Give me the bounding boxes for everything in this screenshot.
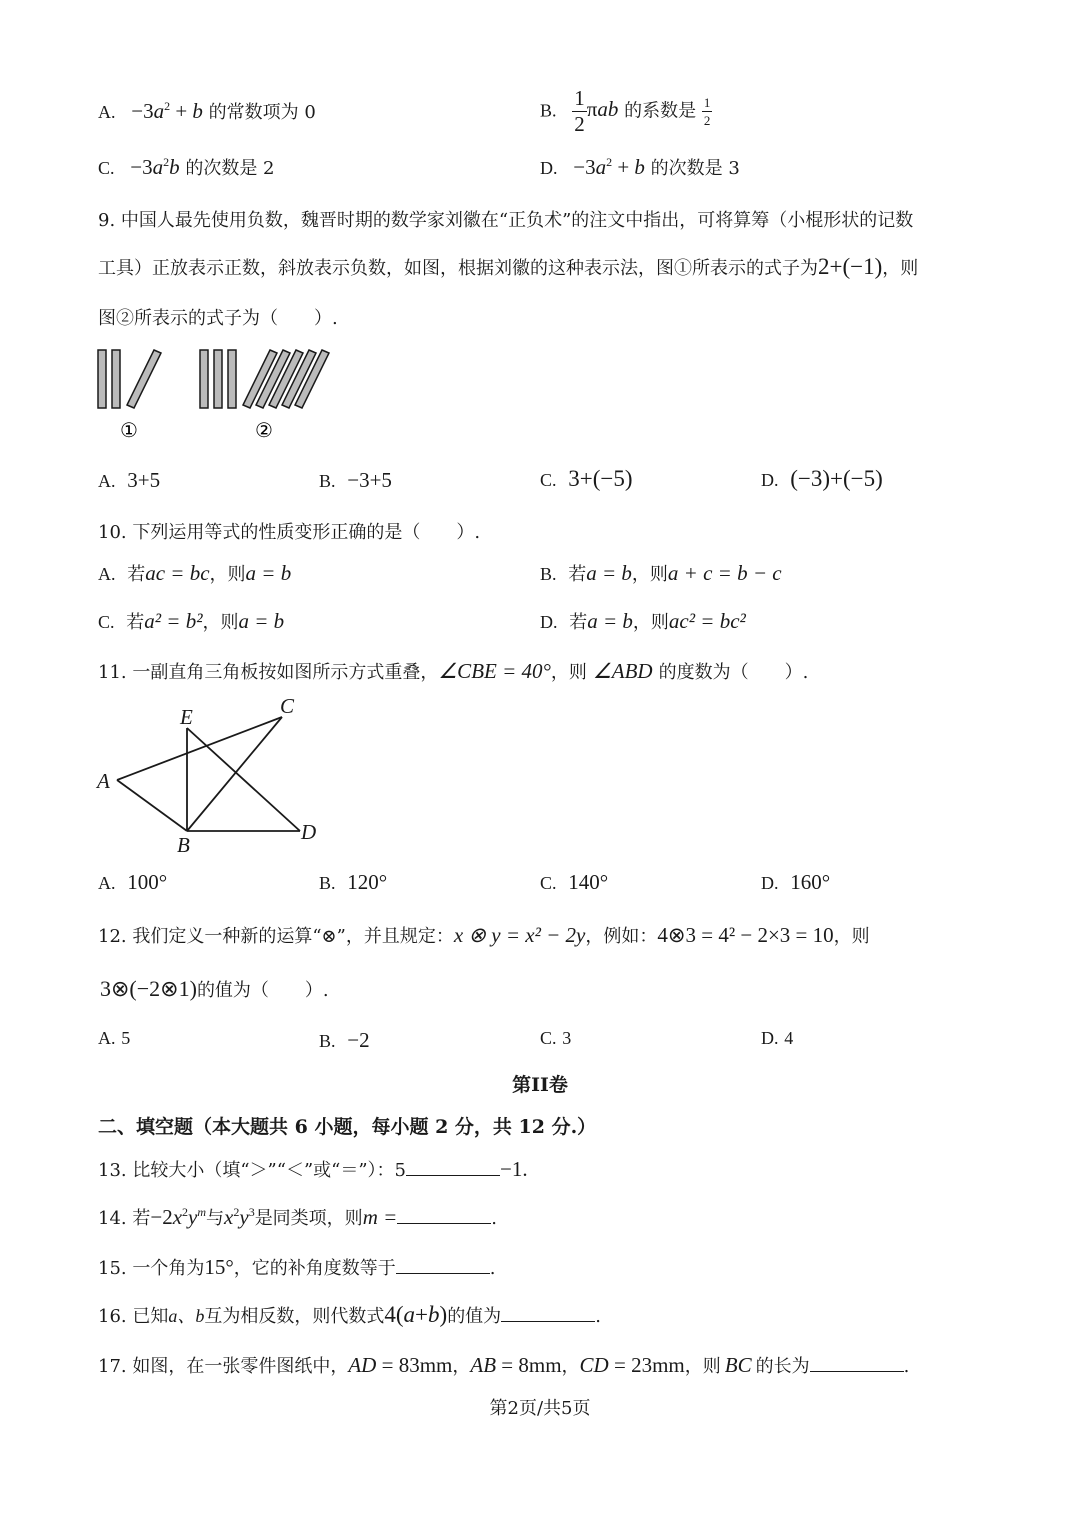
option-value: 3 [562, 1028, 572, 1048]
option-text: 若 [569, 612, 588, 633]
option-text: 的次数是 3 [650, 158, 740, 179]
math-expr: ∠ABD [592, 659, 653, 683]
math-expr: $-3a^2 + b$ [131, 99, 203, 123]
section-title: 第II卷 [512, 1074, 568, 1096]
line-ED [187, 728, 300, 831]
math-expr: $\frac{1}{2}$ πab [574, 86, 619, 136]
q15-text: 15. 一个角为 [98, 1258, 205, 1279]
figure-1-label: ① [120, 418, 138, 442]
option-value: (−3)+(−5) [790, 466, 883, 491]
q11-stem [98, 658, 808, 684]
q9-option-a [98, 468, 160, 493]
option-label: C. [540, 1028, 557, 1048]
math-expr: a = b [245, 561, 292, 585]
option-label: D. [540, 158, 558, 178]
math-expr: a = b [587, 609, 633, 633]
math-fraction: $\frac{1}{2}$ [703, 94, 711, 128]
q11-option-c [540, 870, 608, 895]
q10-option-c [98, 608, 284, 634]
q17-text: ，则 [684, 1356, 721, 1377]
option-label: A. [98, 873, 116, 893]
q9-line2-text: 工具）正放表示正数，斜放表示负数，如图，根据刘徽的这种表示法，图①所表示的式子为 [98, 258, 818, 279]
q16-text: 互为相反数，则代数式 [204, 1306, 385, 1327]
math-expr: a + c = b − c [667, 561, 782, 585]
q11-option-d [761, 870, 830, 895]
math-expr: 2+(−1) [818, 254, 883, 279]
q9-option-b [319, 468, 392, 493]
math-expr: $-3a^2 + b$ [573, 155, 645, 179]
option-text: 的常数项为 0 [208, 102, 316, 123]
triangle-figure [92, 690, 342, 860]
q17-text: ， [561, 1356, 580, 1377]
q17-text: 17. 如图，在一张零件图纸中， [98, 1356, 349, 1377]
option-label: C. [540, 470, 557, 490]
point-label-D: D [301, 820, 317, 844]
q12-stem [98, 922, 870, 948]
q11-option-a [98, 870, 167, 895]
q14-text: 与 [206, 1208, 225, 1229]
math-expr: $-2x^2y^m$ [150, 1205, 207, 1229]
figure-2-rods [200, 350, 329, 408]
option-text: ，则 [632, 612, 669, 633]
q12-option-b [319, 1028, 370, 1053]
option-label: C. [540, 873, 557, 893]
option-text: 若 [126, 612, 145, 633]
math-expr: a、b [168, 1306, 205, 1326]
option-label: A. [98, 102, 116, 122]
page-footer: 第2页/共5页 [489, 1398, 591, 1419]
option-label: B. [319, 471, 336, 491]
answer-blank[interactable] [397, 1205, 491, 1224]
section-heading: 二、填空题（本大题共 6 小题，每小题 2 分，共 12 分.） [98, 1116, 597, 1138]
option-label: B. [319, 873, 336, 893]
q12-option-d [761, 1028, 793, 1049]
q16-text: 的值为 [447, 1306, 502, 1327]
q12-text: 12. 我们定义一种新的运算“⊗”，并且规定： [98, 926, 454, 947]
option-label: C. [98, 612, 115, 632]
rod-upright [214, 350, 222, 408]
math-expr: a² = b² [144, 609, 203, 633]
q17-text: ， [452, 1356, 471, 1377]
q11-text: 的度数为（ ）. [658, 662, 809, 683]
option-value: −2 [347, 1028, 370, 1052]
q14-text: 14. 若 [98, 1208, 151, 1229]
q16-text: 16. 已知 [98, 1306, 169, 1327]
math-expr: BC [724, 1353, 752, 1377]
q10-option-b [540, 560, 782, 586]
option-label: D. [540, 612, 558, 632]
q12-line2 [100, 976, 329, 1002]
option-label: A. [98, 471, 116, 491]
q12-option-a [98, 1028, 130, 1049]
q12-text: ，例如： [585, 926, 658, 947]
option-value: 3+5 [127, 468, 161, 492]
option-label: A. [98, 564, 116, 584]
option-text: 若 [568, 564, 587, 585]
point-label-B: B [177, 833, 190, 857]
math-expr: 15° [204, 1255, 234, 1279]
math-expr: a = b [238, 609, 285, 633]
q15 [98, 1254, 496, 1280]
q10-stem: 10. 下列运用等式的性质变形正确的是（ ）. [98, 522, 481, 543]
q12-text: 的值为（ ）. [196, 980, 329, 1001]
q13 [98, 1156, 528, 1182]
option-value: 4 [784, 1028, 794, 1048]
math-expr: $x^2y^3$ [224, 1205, 255, 1229]
q9-line1: 9. 中国人最先使用负数，魏晋时期的数学家刘徽在“正负术”的注文中指出，可将算筹（小棍形状的记数 [98, 210, 914, 231]
rod-upright [228, 350, 236, 408]
math-expr: x ⊗ y = x² − 2y [453, 923, 586, 947]
answer-blank[interactable] [396, 1255, 490, 1274]
q12-text: ，则 [833, 926, 870, 947]
q10-option-a [98, 560, 291, 586]
q11-text: 11. 一副直角三角板按如图所示方式重叠， [98, 662, 439, 683]
q12-option-c [540, 1028, 571, 1049]
figure-1-rods [98, 350, 161, 408]
q9-option-d [761, 466, 883, 492]
option-value: 140° [568, 870, 609, 894]
option-text: ，则 [209, 564, 246, 585]
q16 [98, 1302, 601, 1328]
q17 [98, 1352, 909, 1378]
q15-text: ，它的补角度数等于 [233, 1258, 396, 1279]
option-label: B. [540, 564, 557, 584]
math-expr: 4⊗3 = 4² − 2×3 = 10 [657, 923, 834, 947]
figure-2-label: ② [255, 418, 273, 442]
math-expr: AD = 83mm [348, 1353, 453, 1377]
option-value: 100° [127, 870, 168, 894]
q13-post: −1. [500, 1157, 528, 1181]
option-text: ，则 [202, 612, 239, 633]
q15-post: . [489, 1258, 496, 1279]
option-value: 5 [121, 1028, 131, 1048]
answer-blank[interactable] [406, 1157, 500, 1176]
q16-post: . [595, 1306, 601, 1327]
line-BC [187, 717, 282, 831]
point-label-A: A [97, 769, 110, 793]
option-text: 的次数是 2 [185, 158, 275, 179]
math-expr: ac = bc [145, 561, 210, 585]
q10-option-d [540, 608, 746, 634]
q9-option-c [540, 466, 633, 492]
math-expr: a = b [586, 561, 632, 585]
math-expr: 4(a+b) [384, 1302, 448, 1327]
answer-blank[interactable] [501, 1303, 595, 1322]
rod-slanted [127, 350, 161, 408]
option-text: 若 [127, 564, 146, 585]
math-expr: 3⊗(−2⊗1) [100, 976, 197, 1001]
q17-post: . [903, 1356, 910, 1377]
rod-upright [98, 350, 106, 408]
q14-post: . [491, 1208, 498, 1229]
rod-upright [200, 350, 208, 408]
q9-line3: 图②所表示的式子为（ ）. [98, 308, 338, 329]
math-expr: m = [362, 1205, 398, 1229]
option-value: −3+5 [347, 468, 392, 492]
q11-text: ，则 [550, 662, 587, 683]
line-AB [117, 780, 187, 831]
math-expr: ∠CBE = 40° [438, 659, 551, 683]
math-expr: CD = 23mm [579, 1353, 685, 1377]
q8-option-c [98, 154, 275, 180]
math-expr: ac² = bc² [668, 609, 746, 633]
option-label: D. [761, 873, 779, 893]
point-label-E: E [180, 705, 193, 729]
option-value: 3+(−5) [568, 466, 633, 491]
option-label: D. [761, 1028, 779, 1048]
q9-line2 [98, 254, 918, 280]
q14-text: 是同类项，则 [254, 1208, 363, 1229]
option-text: ，则 [631, 564, 668, 585]
counting-rods-figure [90, 345, 350, 445]
option-label: B. [540, 100, 557, 121]
option-value: 120° [347, 870, 388, 894]
q17-text: 的长为 [755, 1356, 810, 1377]
option-value: 160° [790, 870, 831, 894]
option-label: A. [98, 1028, 116, 1048]
option-label: C. [98, 158, 115, 178]
option-label: B. [319, 1031, 336, 1051]
q11-option-b [319, 870, 387, 895]
math-expr: AB = 8mm [470, 1353, 562, 1377]
point-label-C: C [280, 694, 295, 718]
q9-line2-post: ，则 [882, 258, 919, 279]
q8-option-b [540, 88, 712, 135]
q8-option-d [540, 154, 740, 180]
q14 [98, 1204, 497, 1230]
q13-text: 13. 比较大小（填“＞”“＜”或“＝”）：5 [98, 1160, 407, 1181]
math-expr: $-3a^2b$ [130, 155, 180, 179]
q8-option-a [98, 98, 316, 124]
line-AC [117, 717, 282, 780]
answer-blank[interactable] [810, 1353, 904, 1372]
option-label: D. [761, 470, 779, 490]
rod-upright [112, 350, 120, 408]
option-text: 的系数是 [624, 100, 697, 122]
